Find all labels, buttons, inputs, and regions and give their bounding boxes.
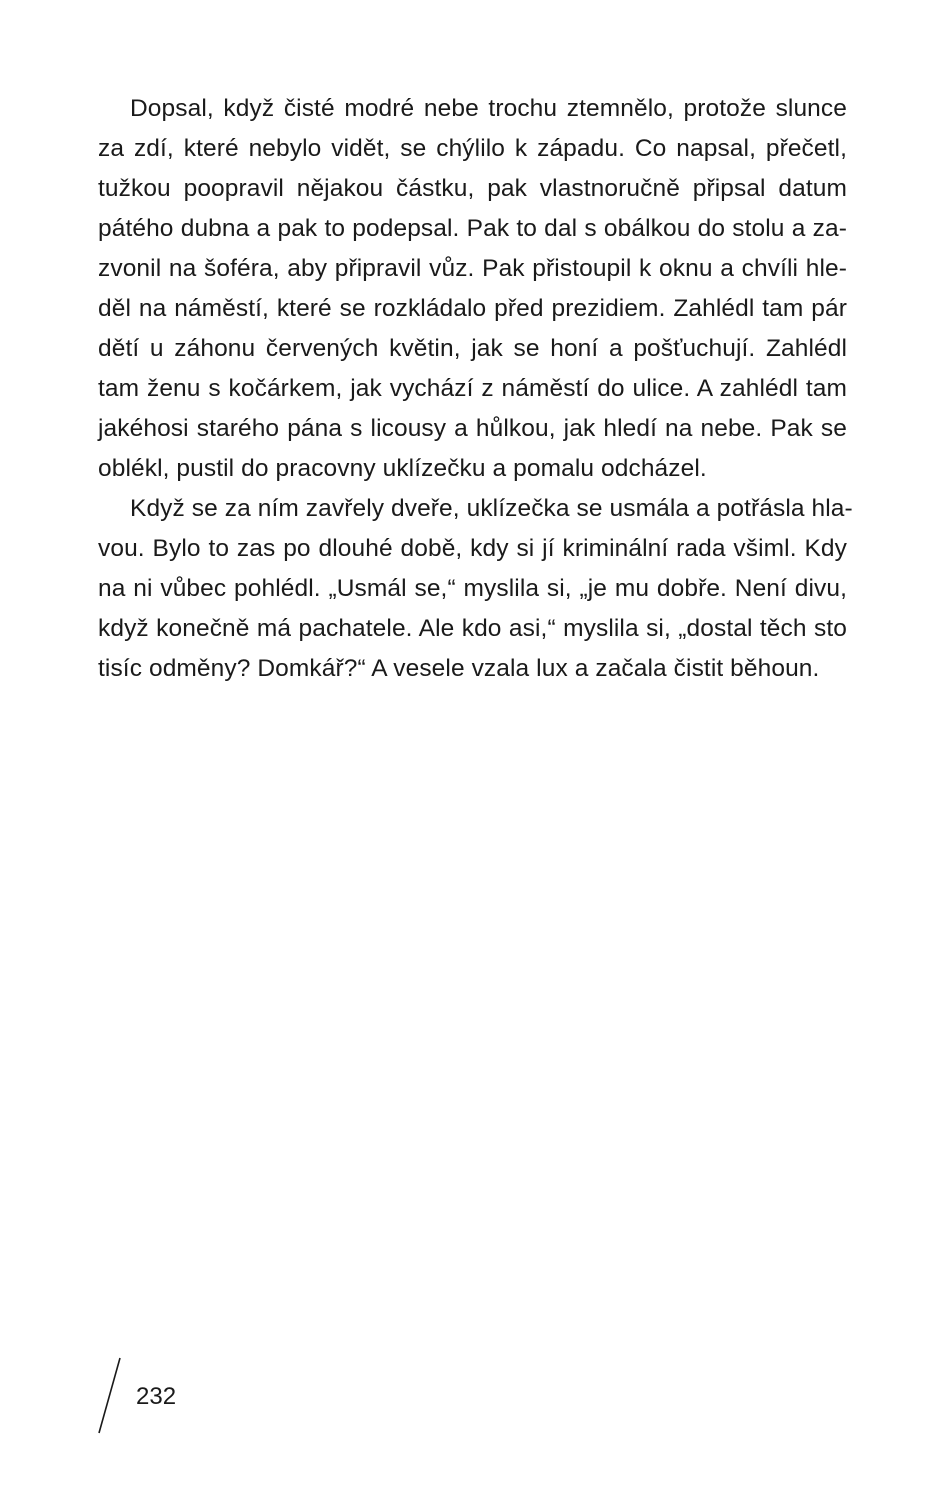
- paragraph-2: [98, 489, 853, 689]
- text-line: jakéhosi starého pána s licousy a hůlkou, jak hledí na nebe. Pak se: [98, 415, 847, 442]
- body-text: [98, 89, 853, 689]
- text-line: vou. Bylo to zas po dlouhé době, kdy si jí kriminální rada všiml. Kdy: [98, 535, 847, 562]
- text-line: tužkou poopravil nějakou částku, pak vlastnoručně připsal datum: [98, 175, 847, 202]
- text-line: Dopsal, když čisté modré nebe trochu ztemnělo, protože slunce: [130, 95, 847, 122]
- text-line: za zdí, které nebylo vidět, se chýlilo k západu. Co napsal, přečetl,: [98, 135, 847, 162]
- page-number: 232: [136, 1383, 177, 1410]
- text-line: děl na náměstí, které se rozkládalo před prezidiem. Zahlédl tam pár: [98, 295, 847, 322]
- paragraph-1: [98, 89, 847, 489]
- text-line: tisíc odměny? Domkář?“ A vesele vzala lux a začala čistit běhoun.: [98, 655, 820, 682]
- text-line: na ni vůbec pohlédl. „Usmál se,“ myslila si, „je mu dobře. Není divu,: [98, 575, 847, 602]
- text-line: dětí u záhonu červených květin, jak se honí a pošťuchují. Zahlédl: [98, 335, 847, 362]
- text-line: když konečně má pachatele. Ale kdo asi,“ myslila si, „dostal těch sto: [98, 615, 847, 642]
- slash-ornament-icon: [96, 1356, 126, 1436]
- text-line: zvonil na šoféra, aby připravil vůz. Pak přistoupil k oknu a chvíli hle-: [98, 255, 847, 282]
- text-line: tam ženu s kočárkem, jak vychází z náměstí do ulice. A zahlédl tam: [98, 375, 847, 402]
- text-line: Když se za ním zavřely dveře, uklízečka se usmála a potřásla hla-: [130, 495, 853, 522]
- text-line: pátého dubna a pak to podepsal. Pak to dal s obálkou do stolu a za-: [98, 215, 847, 242]
- page-footer: [96, 1356, 216, 1436]
- text-line: oblékl, pustil do pracovny uklízečku a pomalu odcházel.: [98, 455, 707, 482]
